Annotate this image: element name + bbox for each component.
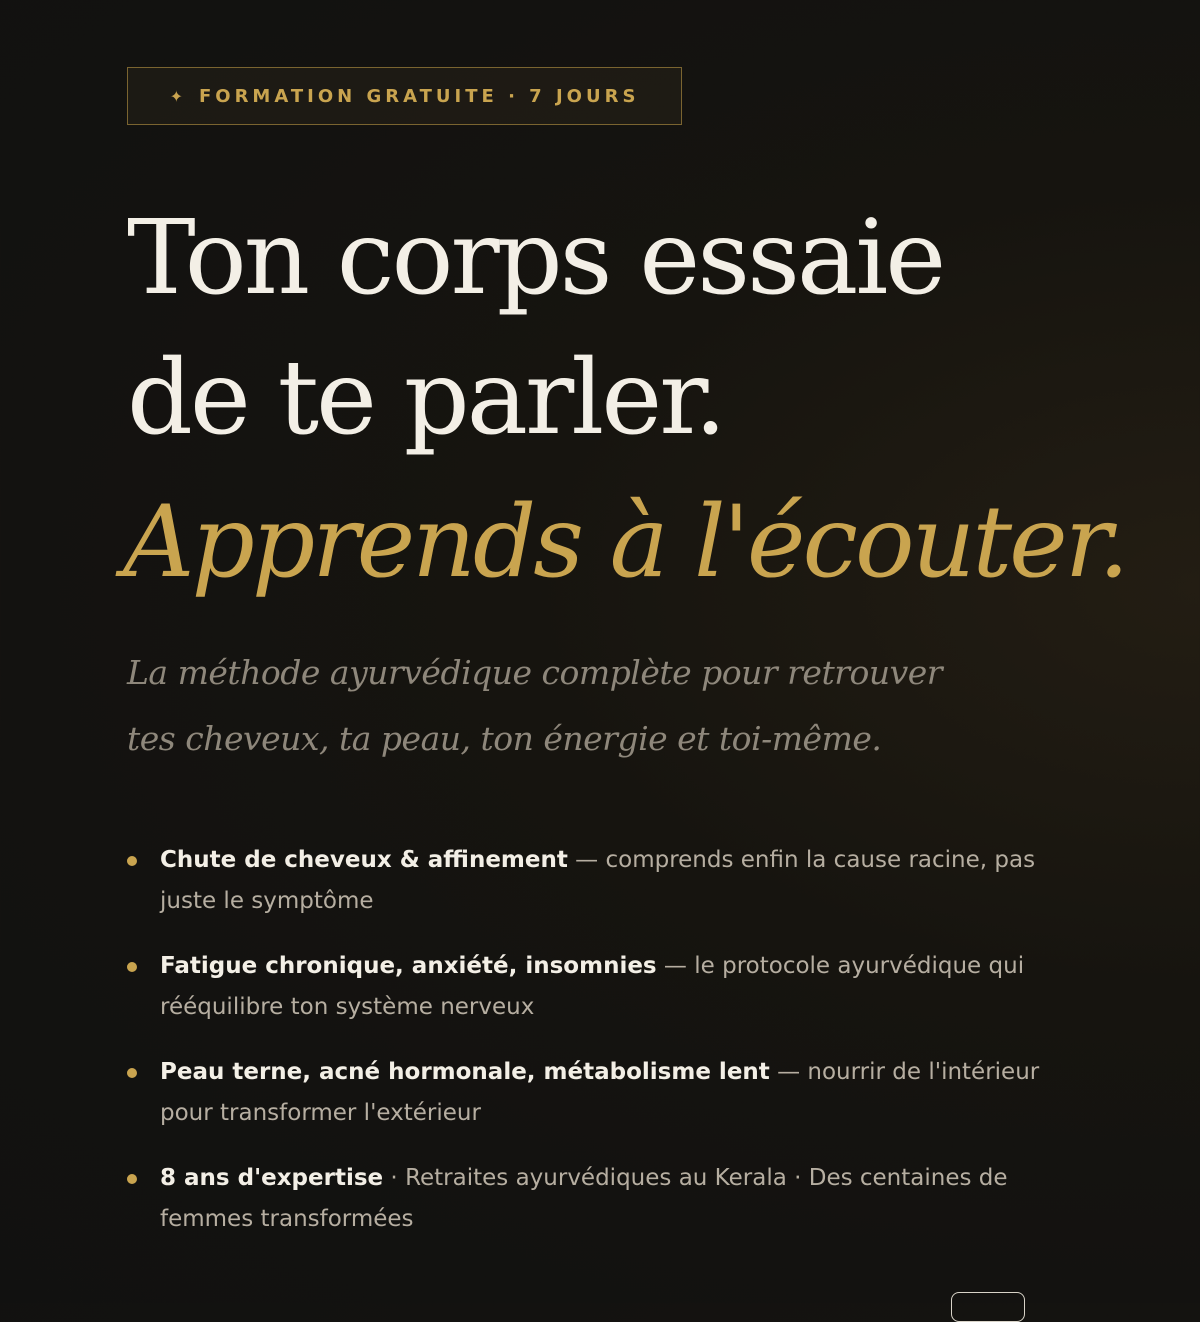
subtitle-line-1: La méthode ayurvédique complète pour retrouver (127, 653, 943, 692)
benefit-text: le protocole ayurvédique qui rééquilibre ton système nerveux (160, 953, 1025, 1020)
sparkle-icon: ✦ (169, 86, 183, 106)
badge-label: FORMATION GRATUITE · 7 JOURS (198, 85, 640, 107)
hero-headline (123, 188, 1127, 618)
benefit-item (127, 946, 1087, 1028)
hero-subtitle (127, 640, 942, 772)
benefit-item (127, 840, 1087, 922)
benefit-title: 8 ans d'expertise (160, 1165, 384, 1191)
headline-accent: Apprends à l'écouter. (123, 485, 1127, 600)
benefit-separator: — (567, 847, 606, 873)
benefit-title: Peau terne, acné hormonale, métabolisme lent (160, 1059, 770, 1085)
bullet-dot-icon (127, 1068, 137, 1078)
benefits-list (127, 840, 1087, 1264)
headline-line-2: de te parler. (127, 338, 724, 458)
benefit-text: nourrir de l'intérieur pour transformer l'extérieur (160, 1059, 1040, 1126)
benefit-item (127, 1158, 1087, 1240)
headline-line-1: Ton corps essaie (127, 198, 944, 318)
benefit-separator: — (656, 953, 695, 979)
benefit-separator: · (383, 1165, 406, 1191)
bullet-dot-icon (127, 856, 137, 866)
subtitle-line-2: tes cheveux, ta peau, ton énergie et toi-même. (127, 719, 882, 758)
benefit-text: comprends enfin la cause racine, pas juste le symptôme (160, 847, 1036, 914)
program-badge (127, 67, 682, 125)
benefit-title: Fatigue chronique, anxiété, insomnies (160, 953, 657, 979)
benefit-item (127, 1052, 1087, 1134)
benefit-separator: — (769, 1059, 808, 1085)
bullet-dot-icon (127, 1174, 137, 1184)
benefit-text: Retraites ayurvédiques au Kerala · Des centaines de femmes transformées (160, 1165, 1008, 1232)
benefit-title: Chute de cheveux & affinement (160, 847, 568, 873)
partial-button[interactable] (951, 1292, 1025, 1322)
bullet-dot-icon (127, 962, 137, 972)
